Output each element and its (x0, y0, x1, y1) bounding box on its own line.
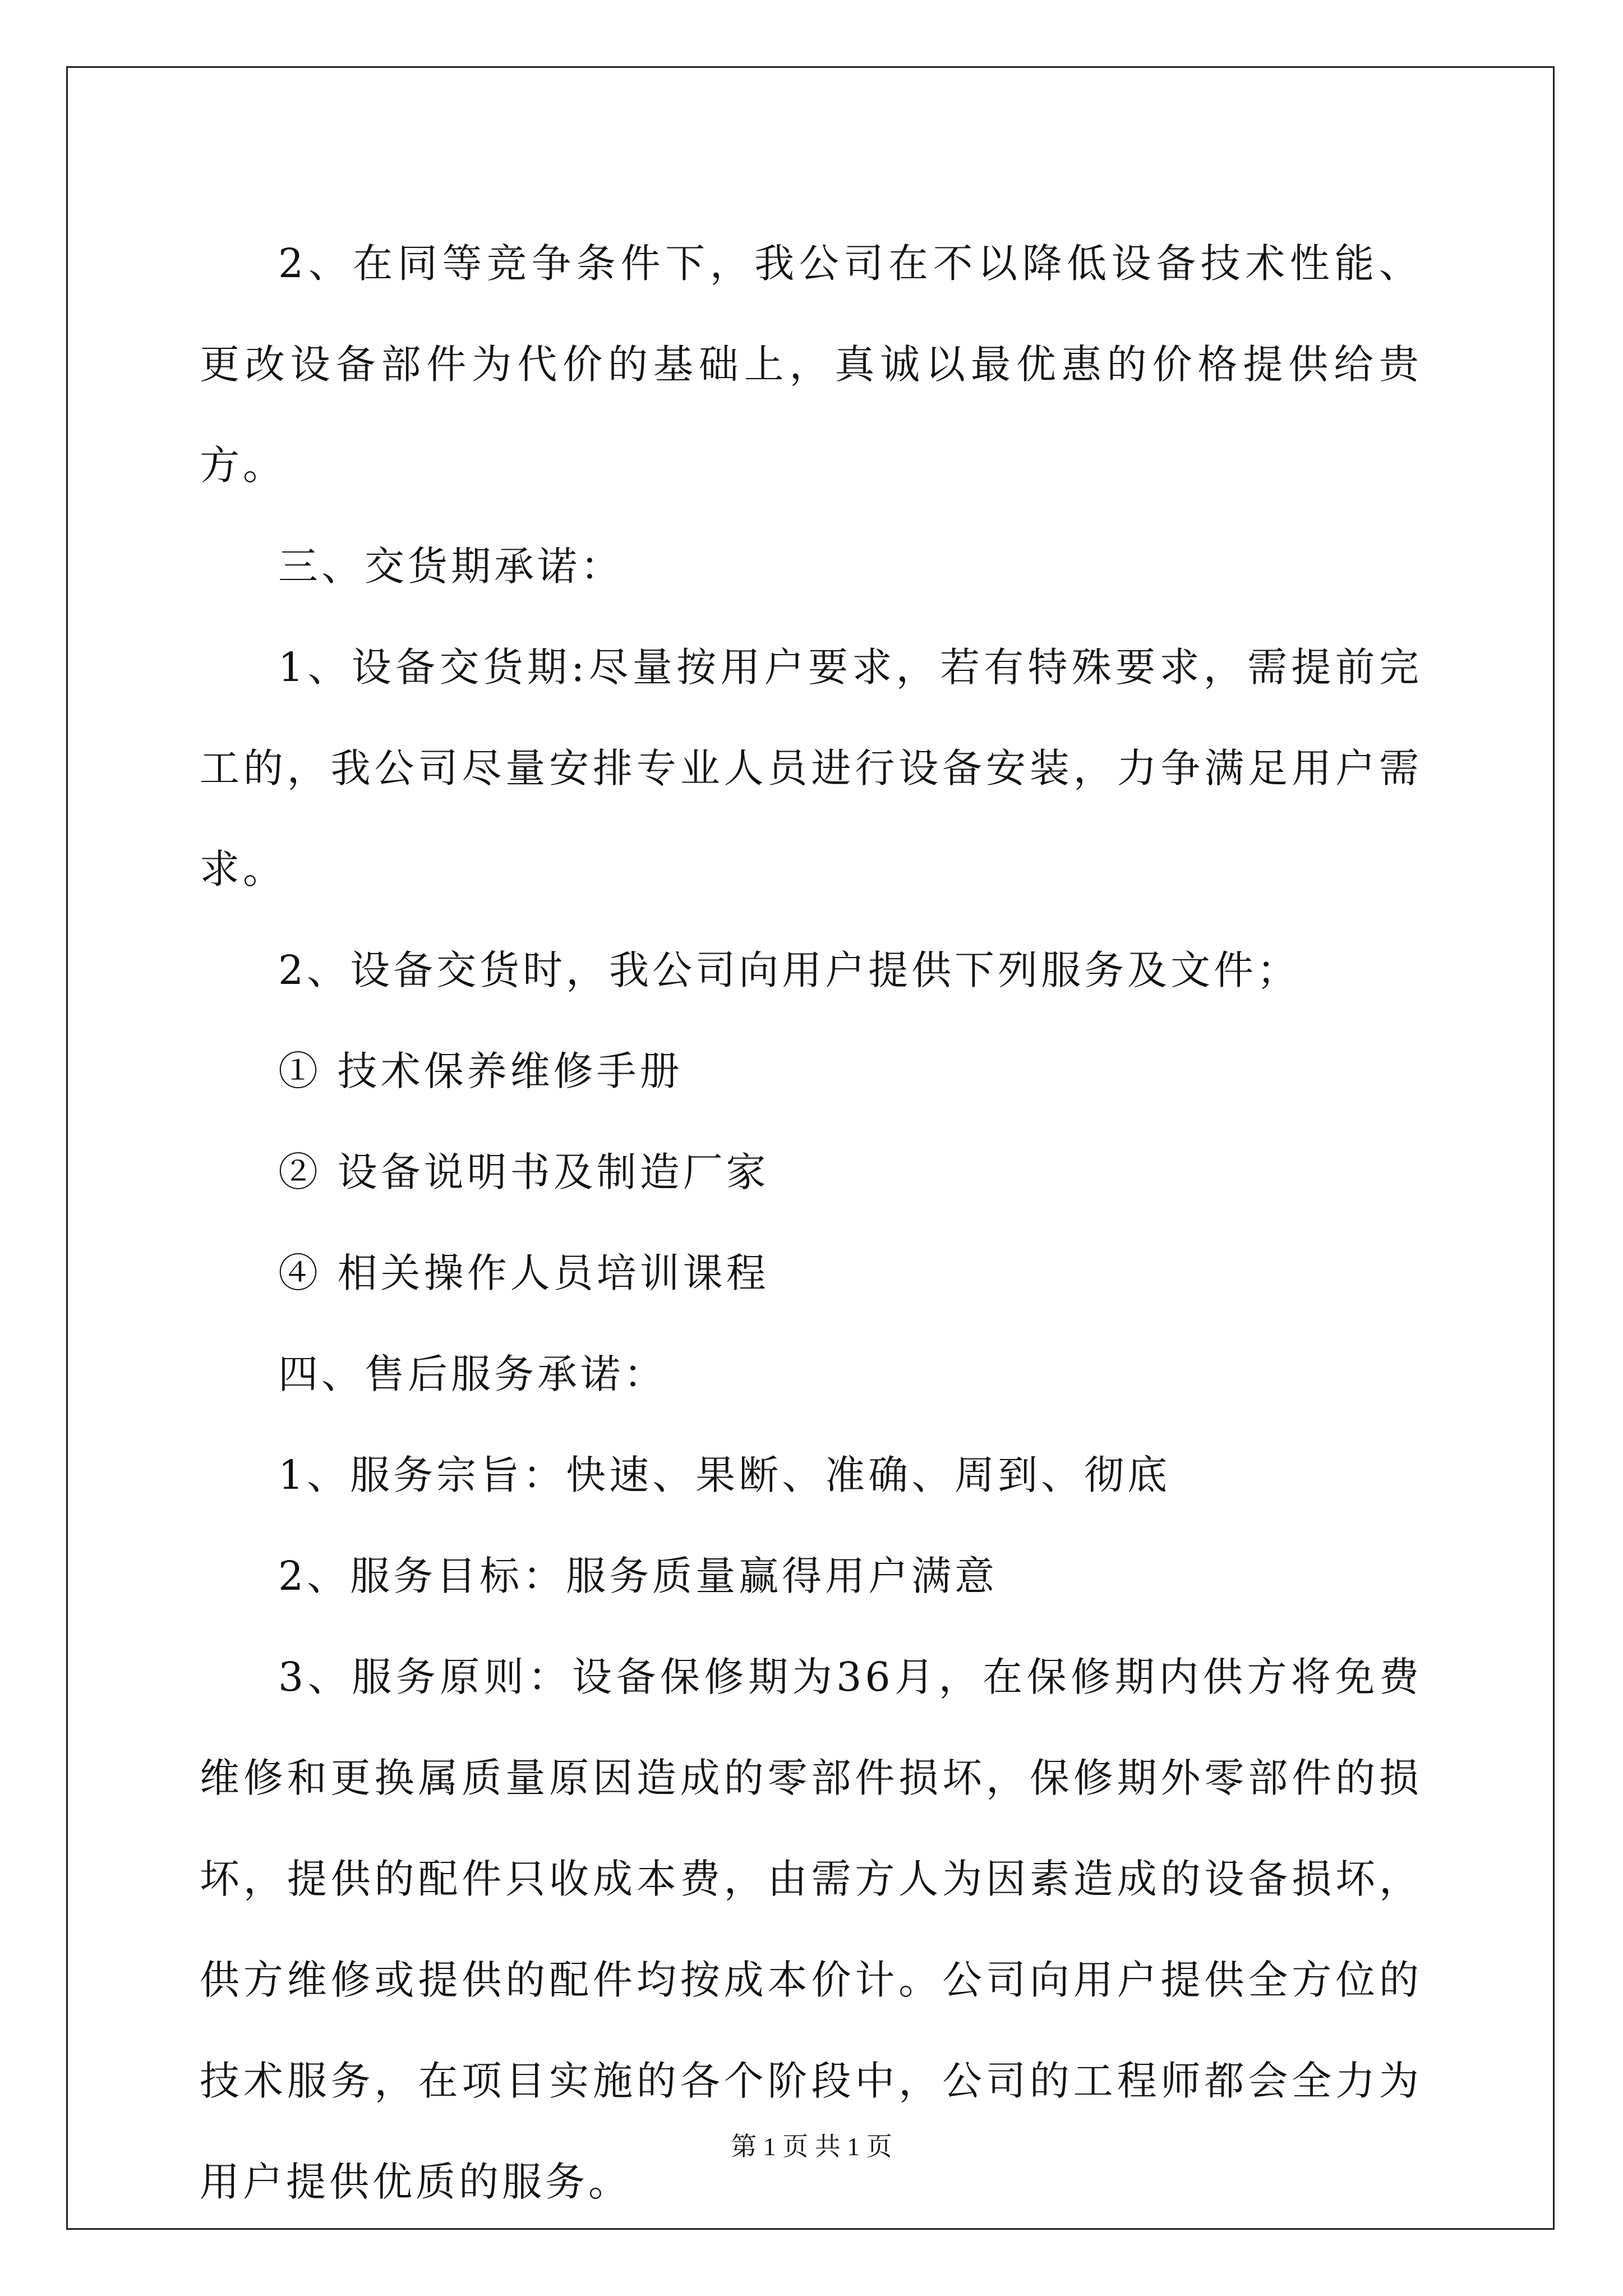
paragraph-service-goal: 2、服务目标：服务质量赢得用户满意 (278, 1553, 998, 1599)
list-item-training-course: ④ 相关操作人员培训课程 (278, 1250, 769, 1296)
list-item-equipment-manual: ② 设备说明书及制造厂家 (278, 1149, 769, 1195)
list-item-maintenance-manual: ① 技术保养维修手册 (278, 1048, 683, 1094)
paragraph-service-principle: 3、服务原则：设备保修期为36月，在保修期内供方将免费维修和更换属质量原因造成的零部件损坏，保修期外零部件的损坏，提供的配件只收成本费，由需方人为因素造成的设备损坏，供方维修或提供的配件均按成本价计。公司向用户提供全方位的技术服务，在项目实施的各个阶段中，公司的工程师都会全力为用户提供优质的服务。 (200, 1654, 1422, 2205)
heading-after-sales-commitment: 四、售后服务承诺： (278, 1351, 667, 1397)
heading-delivery-commitment: 三、交货期承诺： (278, 543, 624, 590)
paragraph-price-commitment: 2、在同等竞争条件下，我公司在不以降低设备技术性能、更改设备部件为代价的基础上，真诚以最优惠的价格提供给贵方。 (200, 240, 1422, 489)
paragraph-delivery-documents: 2、设备交货时，我公司向用户提供下列服务及文件； (278, 947, 1301, 993)
paragraph-delivery-period: 1、设备交货期:尽量按用户要求，若有特殊要求，需提前完工的，我公司尽量安排专业人员进行设备安装，力争满足用户需求。 (200, 644, 1422, 892)
page-number-footer: 第 1 页 共 1 页 (731, 2132, 892, 2161)
document-body (200, 213, 1422, 2233)
paragraph-service-purpose: 1、服务宗旨：快速、果断、准确、周到、彻底 (278, 1452, 1171, 1498)
